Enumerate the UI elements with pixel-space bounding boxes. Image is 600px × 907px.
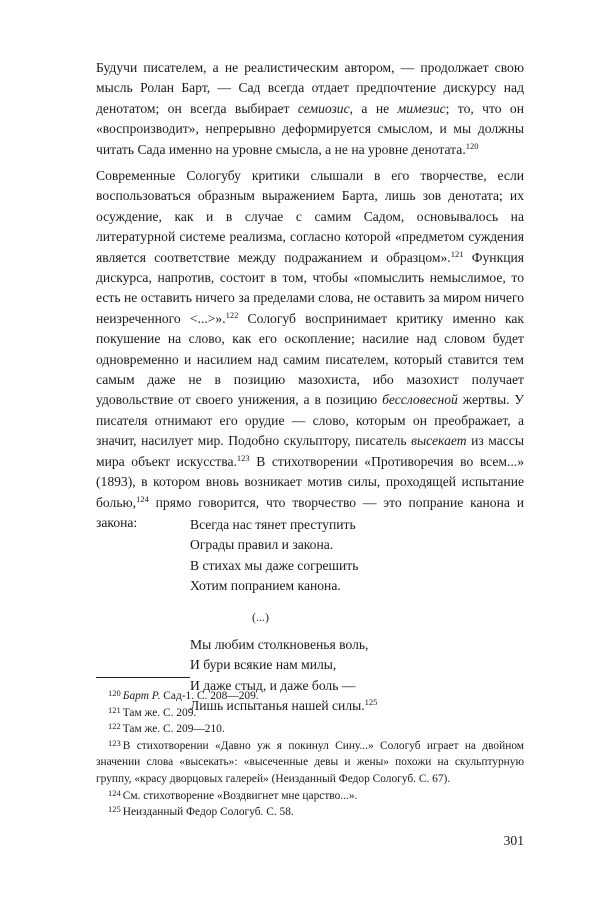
footnote-number: 120 xyxy=(108,688,121,698)
footnote-text: В стихотворении «Давно уж я покинул Сину...» Сологуб играет на двойном значении слова «высекать»: «высеченные девы и жены» похожи на скульптурную группу, «красу дворцовых галерей» (Неизданный Федор Сологуб. С. 67). xyxy=(96,739,524,785)
poem-line: Мы любим столкновенья воль, xyxy=(190,637,369,653)
poem-line: Всегда нас тянет преступить xyxy=(190,517,356,532)
body-paragraph xyxy=(96,166,524,533)
footnote-121 xyxy=(96,705,524,722)
body-italic-word: бессловесной xyxy=(382,392,458,408)
poem xyxy=(190,515,510,717)
poem-line: И бури всякие нам милы, xyxy=(190,657,337,673)
body-text-span: из массы мира объект искусства. xyxy=(96,433,525,469)
poem-line: И даже стыд, и даже боль — xyxy=(190,677,356,693)
block-quote xyxy=(96,58,524,160)
footnote-text: Сад-1. С. 208—209. xyxy=(160,690,259,702)
footnote-ref-123[interactable]: 123 xyxy=(236,452,250,463)
body-text xyxy=(96,166,524,533)
quote-paragraph xyxy=(96,58,524,160)
footnote-number: 123 xyxy=(108,737,121,748)
footnote-ref-124[interactable]: 124 xyxy=(136,493,149,504)
quote-text: Будучи писателем, а не реалистическим автором, — продолжает свою мысль Ролан Барт, — Сад всегда отдает предпочтение дискурсу над денотатом; он всегда выбирает xyxy=(96,60,524,116)
footnote-text: Там же. С. 209—210. xyxy=(122,723,225,736)
body-text-span: Сологуб воспринимает критику именно как покушение на слово, как его оскопление; насилие над словом будет одновременно и насилием над самим писателем, который ставится тем самым даже не в позицию мазохиста, ибо мазохист получает удовольствие от своего унижения, а в позицию xyxy=(96,310,524,408)
footnote-number: 124 xyxy=(108,787,121,798)
poem-line-text: Лишь испытанья нашей силы. xyxy=(190,698,365,714)
footnote-ref-120[interactable]: 120 xyxy=(465,140,479,151)
footnote-ref-121[interactable]: 121 xyxy=(450,248,464,259)
body-text-span: Современные Сологубу критики слышали в его творчестве, если воспользоваться образным выражением Барта, лишь зов денотата; их осуждение, как и в случае с самим Садом, основывалось на литературной системе реализма, согласно которой «предметом суждения является соответствие между подражанием и образцом». xyxy=(96,168,524,265)
body-text-span: прямо говорится, что творчество — это попрание канона и закона: xyxy=(96,494,524,530)
footnote-number: 121 xyxy=(108,704,121,715)
footnote-ref-125[interactable]: 125 xyxy=(364,697,378,708)
footnote-125 xyxy=(96,804,524,821)
footnote-ref-122[interactable]: 122 xyxy=(225,309,239,320)
body-text-span: жертвы. У писателя отнимают его орудие — слово, которым он преображает, а значит, насилует мир. Подобно скульптору, писатель xyxy=(96,392,525,449)
footnote-text: См. стихотворение «Воздвигнет мне царство...». xyxy=(122,789,358,802)
footnote-text: Неизданный Федор Сологуб. С. 58. xyxy=(122,806,294,819)
poem-line: Ограды правил и закона. xyxy=(190,537,334,553)
quote-text: , а не xyxy=(349,100,398,116)
footnote-number: 122 xyxy=(108,721,121,732)
body-italic-word: высекает xyxy=(411,433,467,449)
footnote-number: 125 xyxy=(108,804,121,815)
poem-line: В стихах мы даже согрешить xyxy=(190,557,359,573)
quote-italic-semiosis: семиозис xyxy=(297,100,350,116)
footnote-123 xyxy=(96,738,524,788)
footnote-separator xyxy=(96,677,190,678)
footnotes xyxy=(96,688,524,821)
quote-text: ; то, что он «воспроизводит», непрерывно деформируется смыслом, и мы должны читать Сада именно на уровне смысла, а не на уровне денотата. xyxy=(96,100,524,157)
page-number: 301 xyxy=(503,833,524,848)
footnote-124 xyxy=(96,788,524,805)
footnote-122 xyxy=(96,721,524,738)
poem-omission-mark: (...) xyxy=(252,609,269,624)
body-text-span: В стихотворении «Противоречия во всем...» (1893), в котором вновь возникает мотив силы, проходящей испытание болью, xyxy=(96,453,524,510)
body-text-span: Функция дискурса, напротив, состоит в том, чтобы «помыслить немыслимое, то есть не оставить ничего за пределами слова, не оставить за миром ничего неизреченного <...>». xyxy=(96,249,524,326)
poem-line: Хотим попранием канона. xyxy=(190,578,341,594)
quote-italic-mimesis: мимезис xyxy=(397,100,446,116)
footnote-author: Барт Р. xyxy=(122,690,161,702)
footnote-text: Там же. С. 209. xyxy=(122,706,197,719)
